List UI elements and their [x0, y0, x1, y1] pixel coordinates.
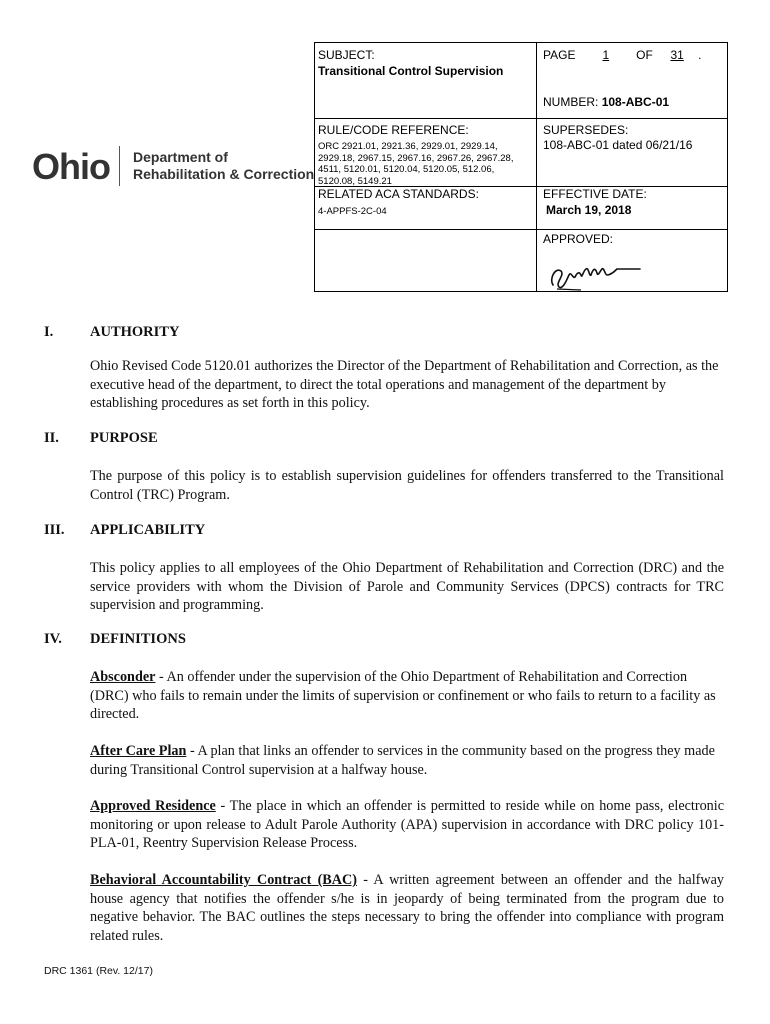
- supersedes-label: SUPERSEDES:: [543, 123, 629, 137]
- definition-bac: [90, 871, 724, 945]
- definition-term: After Care Plan: [90, 743, 187, 759]
- number-value: 108-ABC-01: [601, 95, 670, 109]
- page-indicator: PAGE 1 OF 31 .: [543, 48, 702, 62]
- section-purpose-heading: [44, 430, 158, 447]
- section-authority-text: Ohio Revised Code 5120.01 authorizes the Director of the Department of Rehabilitation and Correction, as the executive head of the department, to direct the total operations and management of the department by establishing procedures as set forth in this policy.: [90, 358, 719, 411]
- page-of-label: OF: [636, 48, 653, 62]
- supersedes-value: 108-ABC-01 dated 06/21/16: [543, 138, 693, 152]
- page-total: 31: [670, 48, 684, 62]
- ohio-drc-logo: [32, 143, 315, 191]
- subject-value: Transitional Control Supervision: [318, 64, 504, 78]
- section-number: IV.: [44, 631, 62, 647]
- logo-ohio-wordmark: Ohio: [32, 146, 110, 187]
- logo-dept-line2: Rehabilitation & Correction: [133, 166, 315, 182]
- definition-after-care-plan: [90, 742, 724, 779]
- section-number: III.: [44, 522, 65, 538]
- rule-code-label: RULE/CODE REFERENCE:: [318, 123, 469, 137]
- page-number: 1: [602, 48, 610, 62]
- section-applicability-text: This policy applies to all employees of the Ohio Department of Rehabilitation and Correction (DRC) and the service providers with whom the Division of Parole and Community Services (DPCS) contracts for TRC supervision and programming.: [90, 560, 724, 613]
- logo-dept-line1: Department of: [133, 149, 228, 165]
- section-applicability-heading: [44, 522, 205, 539]
- section-purpose-text: The purpose of this policy is to establish supervision guidelines for offenders transferred to the Transitional Control (TRC) Program.: [90, 468, 724, 503]
- definition-approved-residence: [90, 797, 724, 853]
- approved-label: APPROVED:: [543, 232, 614, 246]
- aca-standards-value: 4-APPFS-2C-04: [318, 206, 387, 217]
- definition-text: - A plan that links an offender to services in the community based on the progress they made during Transitional Control supervision at a halfway house.: [90, 743, 715, 778]
- section-title: APPLICABILITY: [90, 522, 206, 538]
- header-row-divider-1: [315, 118, 727, 119]
- effective-date-label: EFFECTIVE DATE:: [543, 187, 647, 201]
- definition-term: Approved Residence: [90, 798, 216, 814]
- definition-term: Absconder: [90, 669, 156, 685]
- number-label: NUMBER:: [543, 95, 599, 109]
- aca-standards-label: RELATED ACA STANDARDS:: [318, 187, 479, 201]
- logo-department-name: [133, 149, 314, 183]
- definition-text: - A written agreement between an offender and the halfway house agency that notifies the offender s/he is in jeopardy of being terminated from the program due to negative behavior. The BAC outlines the steps necessary to bring the offender into compliance with program related rules.: [90, 872, 724, 944]
- section-definitions-heading: [44, 631, 186, 648]
- header-row-divider-3: [315, 229, 727, 230]
- section-title: PURPOSE: [90, 430, 158, 446]
- definition-text: - An offender under the supervision of the Ohio Department of Rehabilitation and Correction (DRC) who fails to remain under the limits of supervision or confinement or who fails to return to a facility as directed.: [90, 669, 716, 722]
- form-footer: DRC 1361 (Rev. 12/17): [44, 965, 153, 977]
- section-number: I.: [44, 324, 54, 340]
- director-signature: [545, 249, 645, 291]
- policy-header-table: [314, 42, 728, 292]
- subject-label: SUBJECT:: [318, 48, 375, 62]
- section-number: II.: [44, 430, 59, 446]
- definition-term: Behavioral Accountability Contract (BAC): [90, 872, 357, 888]
- section-authority-heading: [44, 324, 179, 341]
- section-title: AUTHORITY: [90, 324, 180, 340]
- section-title: DEFINITIONS: [90, 631, 186, 647]
- definition-text: - The place in which an offender is permitted to reside while on home pass, electronic monitoring or upon release to Adult Parole Authority (APA) supervision in accordance with DRC policy 101-PLA-01, Reentry Supervision Release Process.: [90, 798, 725, 851]
- effective-date-value: March 19, 2018: [546, 203, 632, 217]
- rule-code-value: ORC 2921.01, 2921.36, 2929.01, 2929.14, 2929.18, 2967.15, 2967.16, 2967.26, 2967.28, 4511, 5120.01, 5120.04, 5120.05, 512.06, 5120.08, 5149.21: [318, 141, 514, 187]
- policy-number: [543, 95, 669, 110]
- definition-absconder: [90, 668, 724, 724]
- header-column-divider: [536, 43, 537, 291]
- page-label: PAGE: [543, 48, 576, 62]
- logo-divider: [119, 146, 120, 186]
